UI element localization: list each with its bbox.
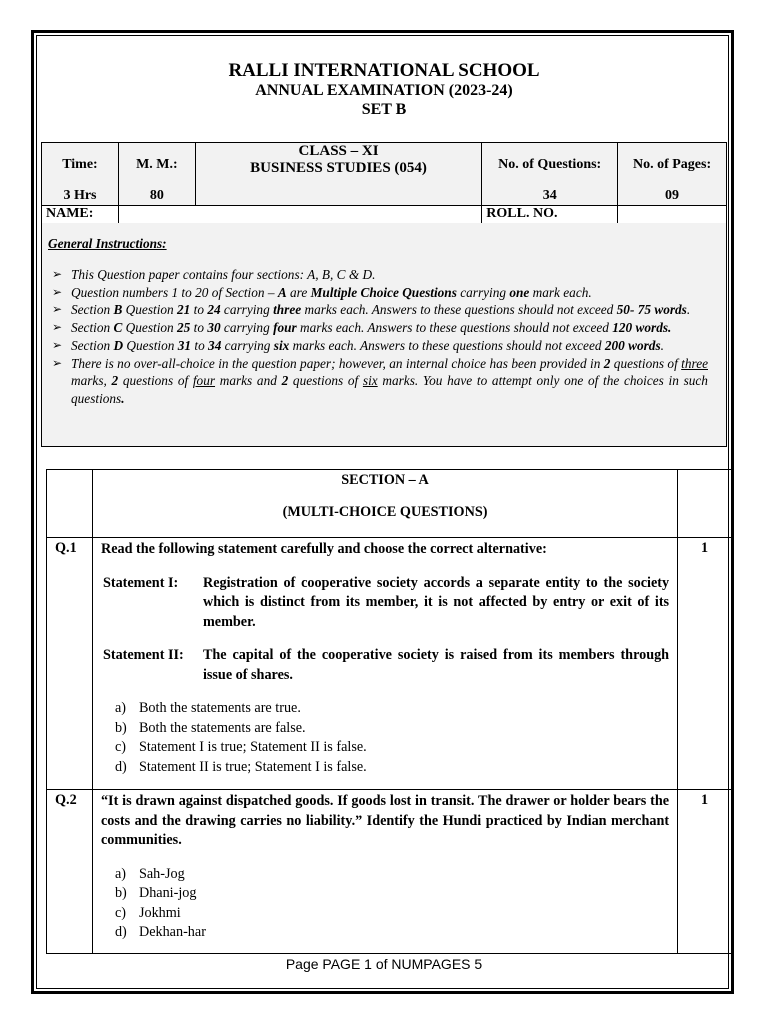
option-letter: b) — [114, 885, 127, 901]
statement-label: Statement I: — [102, 574, 179, 591]
questions-cell — [482, 143, 618, 206]
option-b — [115, 884, 677, 904]
option-text: Both the statements are true. — [138, 700, 301, 716]
pages-cell — [618, 143, 727, 206]
pages-label: No. of Pages: — [632, 157, 712, 172]
instruction-item: ➢ Question numbers 1 to 20 of Section – A are Multiple Choice Questions carrying one mark each. — [52, 284, 592, 300]
option-letter: c) — [114, 739, 126, 755]
arrow-bullet-icon: ➢ — [52, 337, 63, 352]
question-number: Q.1 — [47, 538, 93, 790]
statement-1 — [103, 574, 677, 633]
name-field[interactable] — [118, 206, 481, 224]
section-title: SECTION – A — [341, 472, 429, 488]
option-text: Dekhan-har — [138, 924, 206, 940]
statement-text: The capital of the cooperative society is raised from its members through issue of shares. — [202, 647, 670, 683]
option-text: Dhani-jog — [138, 885, 197, 901]
instructions-heading: General Instructions: — [48, 236, 167, 251]
option-c — [115, 904, 677, 924]
instruction-item: ➢ Section D Question 31 to 34 carrying six marks each. Answers to these questions should not exceed 200 words. — [52, 337, 664, 353]
instruction-item: ➢ Section B Question 21 to 24 carrying three marks each. Answers to these questions should not exceed 50- 75 words. — [52, 302, 691, 318]
options-list — [93, 865, 677, 943]
arrow-bullet-icon: ➢ — [52, 267, 63, 281]
option-text: Statement II is true; Statement I is false. — [138, 758, 367, 775]
roll-field[interactable] — [618, 206, 727, 224]
option-b — [115, 719, 677, 739]
subject-label: BUSINESS STUDIES (054) — [250, 160, 427, 176]
pages-value: 09 — [665, 188, 680, 203]
option-text: Statement I is true; Statement II is false. — [138, 739, 367, 755]
statement-2 — [103, 646, 677, 685]
roll-label: ROLL. NO. — [482, 206, 618, 224]
time-value: 3 Hrs — [63, 188, 97, 203]
time-label: Time: — [62, 157, 98, 172]
section-marks-cell — [678, 470, 732, 538]
option-a — [115, 865, 677, 885]
instruction-item: ➢ There is no over-all-choice in the question paper; however, an internal choice has been provided in 2 questions of three marks, 2 questions of four marks and 2 questions of six marks. You have to attempt only one of the choices in such questions. — [52, 355, 708, 406]
class-label: CLASS – XI — [298, 143, 379, 159]
section-subtitle: (MULTI-CHOICE QUESTIONS) — [282, 504, 488, 520]
section-header — [92, 470, 677, 538]
option-letter: a) — [114, 700, 126, 716]
class-subject-cell — [195, 143, 481, 206]
page-footer: Page PAGE 1 of NUMPAGES 5 — [285, 956, 483, 972]
instructions-list — [52, 266, 708, 408]
option-d — [115, 923, 677, 943]
school-name: RALLI INTERNATIONAL SCHOOL — [228, 60, 540, 81]
exam-info-table — [41, 142, 727, 224]
section-a-table — [46, 469, 732, 954]
statement-text: Registration of cooperative society accords a separate entity to the society which is distinct from its member, it is not affected by entry or exit of its member. — [202, 574, 670, 630]
arrow-bullet-icon: ➢ — [52, 284, 63, 299]
question-marks: 1 — [678, 790, 732, 954]
time-cell — [42, 143, 119, 206]
max-marks-label: M. M.: — [136, 157, 178, 172]
question-number: Q.2 — [47, 790, 93, 954]
arrow-bullet-icon: ➢ — [52, 320, 63, 335]
max-marks-value: 80 — [149, 188, 164, 203]
option-text: Jokhmi — [138, 904, 181, 921]
questions-value: 34 — [542, 188, 557, 203]
option-d — [115, 758, 677, 778]
question-body — [92, 538, 677, 790]
arrow-bullet-icon: ➢ — [52, 355, 63, 370]
question-marks: 1 — [678, 538, 732, 790]
option-c — [115, 738, 677, 758]
statement-label: Statement II: — [102, 647, 184, 663]
instruction-item: ➢ This Question paper contains four sections: A, B, C & D. — [52, 267, 376, 282]
general-instructions — [41, 223, 727, 447]
question-text: “It is drawn against dispatched goods. If goods lost in transit. The drawer or holder bears the costs and the drawing carries no liability.” Identify the Hundi practiced by Indian merchant communities. — [100, 793, 670, 848]
max-marks-cell — [118, 143, 195, 206]
question-body — [92, 790, 677, 954]
arrow-bullet-icon: ➢ — [52, 302, 63, 317]
option-text: Sah-Jog — [138, 865, 185, 882]
exam-title: ANNUAL EXAMINATION (2023-24) — [255, 82, 513, 99]
option-letter: d) — [114, 924, 127, 940]
set-label: SET B — [361, 101, 407, 118]
question-text: Read the following statement carefully and choose the correct alternative: — [100, 541, 547, 557]
option-letter: d) — [114, 758, 127, 775]
options-list — [93, 699, 677, 777]
option-letter: b) — [114, 719, 127, 736]
instruction-item: ➢ Section C Question 25 to 30 carrying four marks each. Answers to these questions should not exceed 120 words. — [52, 320, 672, 336]
option-letter: a) — [114, 865, 126, 882]
section-num-cell — [47, 470, 93, 538]
name-label: NAME: — [42, 206, 119, 224]
option-letter: c) — [114, 904, 126, 921]
option-text: Both the statements are false. — [138, 719, 306, 736]
questions-label: No. of Questions: — [498, 157, 602, 172]
option-a — [115, 699, 677, 719]
